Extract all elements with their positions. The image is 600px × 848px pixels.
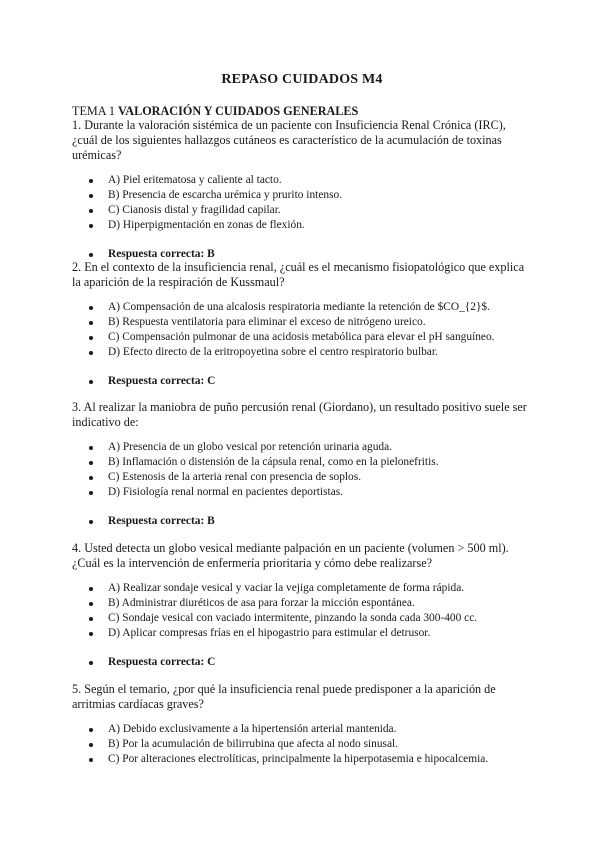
option-a: A) Realizar sondaje vesical y vaciar la vejiga completamente de forma rápida. (72, 581, 534, 596)
option-b: B) Respuesta ventilatoria para eliminar el exceso de nitrógeno ureico. (72, 315, 534, 330)
option-c: C) Cianosis distal y fragilidad capilar. (72, 203, 534, 218)
correct-answer: Respuesta correcta: C (72, 374, 534, 389)
options-list (72, 440, 534, 500)
correct-answer: Respuesta correcta: B (72, 247, 534, 262)
question-text: 2. En el contexto de la insuficiencia renal, ¿cuál es el mecanismo fisiopatológico que explica la aparición de la respiración de Kussmaul? (72, 260, 525, 289)
option-a: A) Piel eritematosa y caliente al tacto. (72, 173, 534, 188)
question-text: 4. Usted detecta un globo vesical mediante palpación en un paciente (volumen > 500 ml). ¿Cuál es la intervención de enfermería prioritaria y cómo debe realizarse? (72, 541, 509, 570)
section-heading (72, 104, 358, 119)
option-b: B) Por la acumulación de bilirrubina que afecta al nodo sinusal. (72, 737, 534, 752)
option-a: A) Compensación de una alcalosis respiratoria mediante la retención de $CO_{2}$. (72, 300, 534, 315)
option-c: C) Estenosis de la arteria renal con presencia de soplos. (72, 470, 534, 485)
question-1 (72, 118, 534, 262)
section-prefix: TEMA 1 (72, 104, 119, 118)
question-4 (72, 541, 534, 670)
option-c: C) Sondaje vesical con vaciado intermitente, pinzando la sonda cada 300-400 cc. (72, 611, 534, 626)
options-list (72, 173, 534, 233)
correct-answer: Respuesta correcta: C (72, 655, 534, 670)
options-list (72, 300, 534, 360)
question-text: 5. Según el temario, ¿por qué la insuficiencia renal puede predisponer a la aparición de arritmias cardíacas graves? (72, 682, 496, 711)
option-a: A) Debido exclusivamente a la hipertensión arterial mantenida. (72, 722, 534, 737)
question-text: 1. Durante la valoración sistémica de un paciente con Insuficiencia Renal Crónica (IRC), ¿cuál de los siguientes hallazgos cutáneos es característico de la acumulación de toxinas urémicas? (72, 118, 506, 162)
option-a: A) Presencia de un globo vesical por retención urinaria aguda. (72, 440, 534, 455)
option-d: D) Fisiología renal normal en pacientes deportistas. (72, 485, 534, 500)
option-c: C) Compensación pulmonar de una acidosis metabólica para elevar el pH sanguíneo. (72, 330, 534, 345)
option-d: D) Hiperpigmentación en zonas de flexión. (72, 218, 534, 233)
option-b: B) Presencia de escarcha urémica y prurito intenso. (72, 188, 534, 203)
option-b: B) Administrar diuréticos de asa para forzar la micción espontánea. (72, 596, 534, 611)
question-2 (72, 260, 534, 389)
option-d: D) Aplicar compresas frías en el hipogastrio para estimular el detrusor. (72, 626, 534, 641)
question-5 (72, 682, 534, 767)
option-d: D) Efecto directo de la eritropoyetina sobre el centro respiratorio bulbar. (72, 345, 534, 360)
option-b: B) Inflamación o distensión de la cápsula renal, como en la pielonefritis. (72, 455, 534, 470)
question-3 (72, 400, 534, 529)
document-title: REPASO CUIDADOS M4 (221, 72, 383, 87)
correct-answer: Respuesta correcta: B (72, 514, 534, 529)
options-list (72, 722, 534, 767)
options-list (72, 581, 534, 641)
option-c: C) Por alteraciones electrolíticas, principalmente la hiperpotasemia e hipocalcemia. (72, 752, 534, 767)
question-text: 3. Al realizar la maniobra de puño percusión renal (Giordano), un resultado positivo suele ser indicativo de: (72, 400, 527, 429)
section-title: VALORACIÓN Y CUIDADOS GENERALES (118, 104, 359, 118)
